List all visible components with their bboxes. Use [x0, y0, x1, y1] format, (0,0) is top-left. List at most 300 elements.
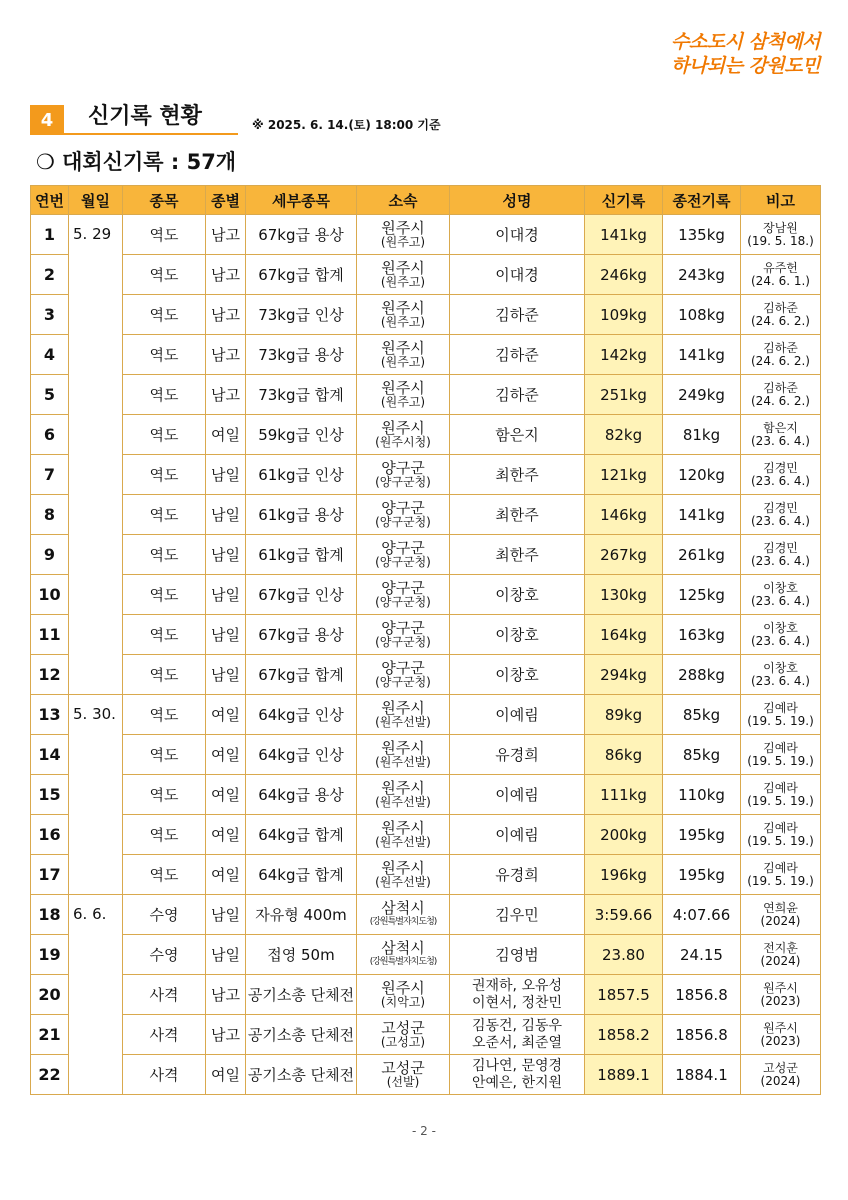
table-row [31, 375, 821, 415]
row-affiliation [357, 935, 450, 975]
row-category: 여일 [206, 855, 246, 895]
row-remarks [741, 375, 821, 415]
table-row [31, 215, 821, 255]
name-line-1: 이창호 [495, 626, 539, 644]
row-name [450, 815, 585, 855]
row-event: 67kg급 인상 [246, 575, 357, 615]
row-number: 8 [31, 495, 69, 535]
remark-date: (2024) [760, 913, 801, 928]
row-sport: 역도 [123, 455, 206, 495]
affiliation-sub: (원주선발) [375, 715, 431, 729]
row-remarks [741, 775, 821, 815]
row-event: 67kg급 용상 [246, 615, 357, 655]
affiliation-main: 원주시 [381, 779, 425, 797]
row-previous-record: 135kg [663, 215, 741, 255]
row-event: 73kg급 인상 [246, 295, 357, 335]
affiliation-sub: (원주고) [380, 395, 426, 409]
row-remarks [741, 975, 821, 1015]
row-name [450, 295, 585, 335]
name-line-1: 김하준 [495, 306, 539, 324]
row-previous-record: 110kg [663, 775, 741, 815]
row-name [450, 895, 585, 935]
row-event: 67kg급 합계 [246, 655, 357, 695]
name-line-1: 김동건, 김동우 [471, 1017, 563, 1034]
row-previous-record: 141kg [663, 495, 741, 535]
row-number: 14 [31, 735, 69, 775]
name-line-1: 이대경 [495, 226, 539, 244]
row-remarks [741, 495, 821, 535]
row-previous-record: 125kg [663, 575, 741, 615]
row-number: 2 [31, 255, 69, 295]
name-line-1: 이창호 [495, 666, 539, 684]
name-line-1: 유경희 [495, 746, 539, 764]
affiliation-main: 양구군 [381, 499, 425, 517]
column-header: 소속 [357, 186, 450, 215]
row-affiliation [357, 255, 450, 295]
row-new-record: 164kg [585, 615, 663, 655]
name-line-1: 유경희 [495, 866, 539, 884]
row-previous-record: 243kg [663, 255, 741, 295]
row-affiliation [357, 335, 450, 375]
event-logo [671, 30, 820, 78]
row-sport: 수영 [123, 895, 206, 935]
remark-date: (19. 5. 19.) [747, 873, 814, 888]
affiliation-sub: (양구군청) [375, 555, 431, 569]
remark-holder: 김예라 [763, 860, 798, 875]
remark-holder: 김경민 [763, 500, 798, 515]
name-line-2: 오준서, 최준열 [471, 1034, 563, 1051]
remark-holder: 이창호 [763, 620, 798, 635]
affiliation-sub: (양구군청) [375, 675, 431, 689]
row-number: 22 [31, 1055, 69, 1095]
row-sport: 역도 [123, 775, 206, 815]
affiliation-main: 원주시 [381, 299, 425, 317]
row-number: 9 [31, 535, 69, 575]
affiliation-main: 원주시 [381, 219, 425, 237]
remark-date: (2024) [760, 953, 801, 968]
row-previous-record: 1884.1 [663, 1055, 741, 1095]
remark-date: (24. 6. 2.) [751, 313, 810, 328]
row-affiliation [357, 415, 450, 455]
row-event: 64kg급 용상 [246, 775, 357, 815]
row-affiliation [357, 735, 450, 775]
affiliation-main: 양구군 [381, 579, 425, 597]
logo-line-1: 수소도시 삼척에서 [671, 31, 820, 53]
column-header: 종목 [123, 186, 206, 215]
affiliation-main: 원주시 [381, 419, 425, 437]
remark-date: (19. 5. 19.) [747, 713, 814, 728]
row-number: 7 [31, 455, 69, 495]
remark-date: (23. 6. 4.) [751, 473, 810, 488]
name-line-1: 최한주 [495, 466, 539, 484]
row-category: 남일 [206, 935, 246, 975]
row-new-record: 121kg [585, 455, 663, 495]
row-category: 남일 [206, 895, 246, 935]
row-category: 남일 [206, 455, 246, 495]
section-number: 4 [30, 105, 64, 135]
name-line-1: 김하준 [495, 346, 539, 364]
row-date: 5. 29 [69, 215, 123, 695]
row-remarks [741, 455, 821, 495]
column-header: 신기록 [585, 186, 663, 215]
row-sport: 사격 [123, 1055, 206, 1095]
affiliation-main: 원주시 [381, 859, 425, 877]
row-name [450, 575, 585, 615]
row-new-record: 1858.2 [585, 1015, 663, 1055]
row-new-record: 251kg [585, 375, 663, 415]
affiliation-main: 원주시 [381, 379, 425, 397]
name-line-1: 김나연, 문영경 [471, 1057, 563, 1074]
affiliation-main: 양구군 [381, 539, 425, 557]
affiliation-sub: (원주고) [380, 235, 426, 249]
table-row [31, 615, 821, 655]
table-header-row [31, 186, 821, 215]
row-previous-record: 24.15 [663, 935, 741, 975]
name-line-1: 권재하, 오유성 [471, 977, 563, 994]
row-event: 64kg급 합계 [246, 855, 357, 895]
row-remarks [741, 615, 821, 655]
affiliation-main: 고성군 [381, 1019, 425, 1037]
row-affiliation [357, 975, 450, 1015]
row-remarks [741, 735, 821, 775]
name-line-2: 이현서, 정찬민 [471, 994, 563, 1011]
name-line-1: 김영범 [495, 946, 539, 964]
remark-date: (2023) [760, 1033, 801, 1048]
affiliation-main: 원주시 [381, 699, 425, 717]
row-new-record: 1889.1 [585, 1055, 663, 1095]
remark-holder: 김하준 [763, 340, 798, 355]
affiliation-main: 양구군 [381, 459, 425, 477]
row-number: 19 [31, 935, 69, 975]
remark-holder: 김예라 [763, 820, 798, 835]
affiliation-sub: (선발) [386, 1075, 420, 1089]
row-affiliation [357, 1015, 450, 1055]
table-row [31, 255, 821, 295]
remark-holder: 김예라 [763, 780, 798, 795]
row-new-record: 141kg [585, 215, 663, 255]
row-name [450, 975, 585, 1015]
row-new-record: 246kg [585, 255, 663, 295]
row-remarks [741, 295, 821, 335]
row-remarks [741, 215, 821, 255]
remark-date: (23. 6. 4.) [751, 553, 810, 568]
row-previous-record: 81kg [663, 415, 741, 455]
row-category: 남일 [206, 615, 246, 655]
column-header: 세부종목 [246, 186, 357, 215]
row-category: 남일 [206, 495, 246, 535]
row-affiliation [357, 855, 450, 895]
row-category: 남고 [206, 335, 246, 375]
row-affiliation [357, 655, 450, 695]
row-affiliation [357, 215, 450, 255]
affiliation-sub: (강원특별자치도청) [369, 957, 437, 967]
logo-line-2: 하나되는 강원도민 [671, 55, 820, 77]
affiliation-sub: (원주시청) [375, 435, 431, 449]
row-name [450, 335, 585, 375]
table-row [31, 935, 821, 975]
row-category: 남고 [206, 975, 246, 1015]
affiliation-sub: (원주고) [380, 275, 426, 289]
row-name [450, 775, 585, 815]
affiliation-sub: (원주고) [380, 315, 426, 329]
row-new-record: 130kg [585, 575, 663, 615]
row-remarks [741, 255, 821, 295]
row-category: 여일 [206, 415, 246, 455]
row-event: 접영 50m [246, 935, 357, 975]
row-event: 59kg급 인상 [246, 415, 357, 455]
row-category: 여일 [206, 1055, 246, 1095]
row-previous-record: 195kg [663, 855, 741, 895]
row-remarks [741, 1055, 821, 1095]
row-number: 5 [31, 375, 69, 415]
name-line-1: 최한주 [495, 546, 539, 564]
remark-date: (23. 6. 4.) [751, 593, 810, 608]
row-category: 여일 [206, 735, 246, 775]
name-line-1: 김하준 [495, 386, 539, 404]
row-category: 남고 [206, 255, 246, 295]
row-previous-record: 288kg [663, 655, 741, 695]
row-number: 12 [31, 655, 69, 695]
row-sport: 역도 [123, 815, 206, 855]
remark-date: (23. 6. 4.) [751, 433, 810, 448]
row-previous-record: 85kg [663, 695, 741, 735]
row-previous-record: 1856.8 [663, 1015, 741, 1055]
remark-holder: 원주시 [763, 980, 798, 995]
row-previous-record: 261kg [663, 535, 741, 575]
row-number: 20 [31, 975, 69, 1015]
remark-holder: 김하준 [763, 380, 798, 395]
row-number: 13 [31, 695, 69, 735]
row-sport: 역도 [123, 255, 206, 295]
remark-holder: 유주헌 [763, 260, 798, 275]
row-previous-record: 4:07.66 [663, 895, 741, 935]
records-table [30, 185, 821, 1095]
remark-holder: 이창호 [763, 660, 798, 675]
row-remarks [741, 815, 821, 855]
row-remarks [741, 935, 821, 975]
row-affiliation [357, 615, 450, 655]
row-name [450, 255, 585, 295]
table-row [31, 1015, 821, 1055]
row-new-record: 146kg [585, 495, 663, 535]
remark-holder: 김예라 [763, 740, 798, 755]
row-new-record: 196kg [585, 855, 663, 895]
row-remarks [741, 855, 821, 895]
row-number: 17 [31, 855, 69, 895]
row-remarks [741, 655, 821, 695]
row-name [450, 415, 585, 455]
row-name [450, 695, 585, 735]
name-line-1: 최한주 [495, 506, 539, 524]
name-line-1: 이예림 [495, 706, 539, 724]
row-name [450, 855, 585, 895]
remark-holder: 전지훈 [763, 940, 798, 955]
table-row [31, 815, 821, 855]
row-new-record: 142kg [585, 335, 663, 375]
affiliation-main: 삼척시 [381, 939, 425, 957]
row-name [450, 615, 585, 655]
row-new-record: 23.80 [585, 935, 663, 975]
row-category: 남고 [206, 375, 246, 415]
row-affiliation [357, 535, 450, 575]
remark-date: (19. 5. 18.) [747, 233, 814, 248]
row-sport: 역도 [123, 615, 206, 655]
table-body [31, 215, 821, 1095]
row-remarks [741, 335, 821, 375]
remark-holder: 김경민 [763, 540, 798, 555]
row-category: 여일 [206, 815, 246, 855]
remark-date: (23. 6. 4.) [751, 513, 810, 528]
column-header: 종전기록 [663, 186, 741, 215]
row-remarks [741, 895, 821, 935]
row-name [450, 655, 585, 695]
row-date: 5. 30. [69, 695, 123, 895]
table-row [31, 335, 821, 375]
row-number: 16 [31, 815, 69, 855]
row-name [450, 535, 585, 575]
remark-holder: 장남원 [763, 220, 798, 235]
remark-holder: 김하준 [763, 300, 798, 315]
row-sport: 역도 [123, 495, 206, 535]
row-name [450, 735, 585, 775]
row-affiliation [357, 775, 450, 815]
table-row [31, 535, 821, 575]
section-heading [30, 103, 441, 135]
row-new-record: 86kg [585, 735, 663, 775]
affiliation-main: 양구군 [381, 659, 425, 677]
row-sport: 역도 [123, 415, 206, 455]
row-sport: 역도 [123, 335, 206, 375]
row-name [450, 1055, 585, 1095]
row-category: 남고 [206, 1015, 246, 1055]
row-category: 남일 [206, 655, 246, 695]
affiliation-sub: (양구군청) [375, 515, 431, 529]
row-remarks [741, 535, 821, 575]
row-previous-record: 108kg [663, 295, 741, 335]
affiliation-sub: (원주선발) [375, 755, 431, 769]
name-line-1: 이예림 [495, 786, 539, 804]
row-new-record: 111kg [585, 775, 663, 815]
row-event: 61kg급 인상 [246, 455, 357, 495]
table-row [31, 415, 821, 455]
row-category: 남고 [206, 215, 246, 255]
affiliation-main: 원주시 [381, 739, 425, 757]
affiliation-main: 원주시 [381, 979, 425, 997]
affiliation-sub: (양구군청) [375, 595, 431, 609]
table-row [31, 775, 821, 815]
row-affiliation [357, 295, 450, 335]
remark-date: (24. 6. 2.) [751, 353, 810, 368]
row-event: 64kg급 합계 [246, 815, 357, 855]
row-affiliation [357, 815, 450, 855]
name-line-1: 함은지 [495, 426, 539, 444]
row-date: 6. 6. [69, 895, 123, 1095]
table-row [31, 895, 821, 935]
row-sport: 역도 [123, 575, 206, 615]
row-name [450, 495, 585, 535]
affiliation-sub: (강원특별자치도청) [369, 917, 437, 927]
row-category: 여일 [206, 775, 246, 815]
row-affiliation [357, 895, 450, 935]
row-event: 공기소총 단체전 [246, 975, 357, 1015]
row-affiliation [357, 455, 450, 495]
row-number: 11 [31, 615, 69, 655]
row-number: 6 [31, 415, 69, 455]
row-number: 3 [31, 295, 69, 335]
affiliation-sub: (치악고) [380, 995, 426, 1009]
remark-holder: 김예라 [763, 700, 798, 715]
row-remarks [741, 415, 821, 455]
row-number: 21 [31, 1015, 69, 1055]
remark-date: (23. 6. 4.) [751, 633, 810, 648]
row-event: 자유형 400m [246, 895, 357, 935]
affiliation-sub: (원주고) [380, 355, 426, 369]
row-previous-record: 163kg [663, 615, 741, 655]
row-remarks [741, 575, 821, 615]
column-header: 연번 [31, 186, 69, 215]
row-sport: 사격 [123, 1015, 206, 1055]
row-event: 공기소총 단체전 [246, 1055, 357, 1095]
remark-date: (19. 5. 19.) [747, 793, 814, 808]
row-number: 18 [31, 895, 69, 935]
name-line-1: 김우민 [495, 906, 539, 924]
table-row [31, 735, 821, 775]
row-affiliation [357, 695, 450, 735]
row-number: 4 [31, 335, 69, 375]
remark-date: (24. 6. 1.) [751, 273, 810, 288]
row-category: 남일 [206, 575, 246, 615]
section-note: ※ 2025. 6. 14.(토) 18:00 기준 [252, 118, 441, 132]
affiliation-main: 양구군 [381, 619, 425, 637]
row-event: 67kg급 합계 [246, 255, 357, 295]
column-header: 성명 [450, 186, 585, 215]
row-sport: 역도 [123, 695, 206, 735]
name-line-1: 이예림 [495, 826, 539, 844]
row-category: 남일 [206, 535, 246, 575]
row-sport: 사격 [123, 975, 206, 1015]
affiliation-main: 원주시 [381, 259, 425, 277]
table-row [31, 1055, 821, 1095]
row-sport: 역도 [123, 535, 206, 575]
row-remarks [741, 695, 821, 735]
table-row [31, 855, 821, 895]
column-header: 종별 [206, 186, 246, 215]
name-line-1: 이대경 [495, 266, 539, 284]
row-number: 10 [31, 575, 69, 615]
remark-date: (19. 5. 19.) [747, 753, 814, 768]
name-line-1: 이창호 [495, 586, 539, 604]
row-event: 공기소총 단체전 [246, 1015, 357, 1055]
table-row [31, 495, 821, 535]
row-previous-record: 1856.8 [663, 975, 741, 1015]
row-name [450, 935, 585, 975]
row-previous-record: 249kg [663, 375, 741, 415]
row-number: 15 [31, 775, 69, 815]
affiliation-sub: (원주선발) [375, 835, 431, 849]
row-affiliation [357, 495, 450, 535]
affiliation-sub: (원주선발) [375, 875, 431, 889]
table-row [31, 295, 821, 335]
column-header: 비고 [741, 186, 821, 215]
row-name [450, 1015, 585, 1055]
row-sport: 역도 [123, 375, 206, 415]
row-category: 여일 [206, 695, 246, 735]
affiliation-sub: (원주선발) [375, 795, 431, 809]
row-affiliation [357, 375, 450, 415]
affiliation-main: 삼척시 [381, 899, 425, 917]
subtitle: ❍ 대회신기록 : 57개 [36, 150, 237, 174]
row-number: 1 [31, 215, 69, 255]
